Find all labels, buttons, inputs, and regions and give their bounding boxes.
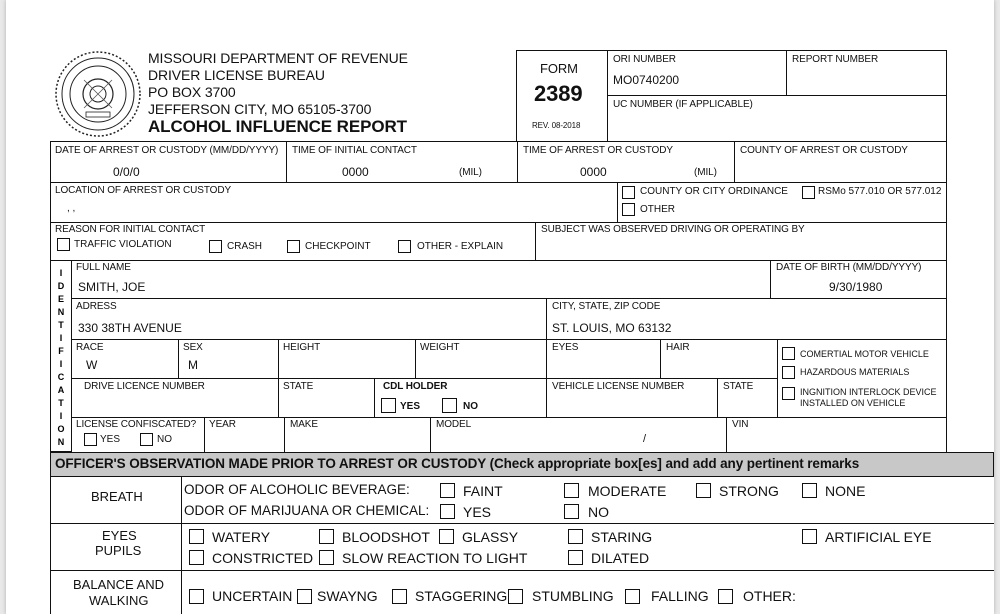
checkpoint-checkbox[interactable] (287, 240, 300, 253)
vehicle-license-label: VEHICLE LICENSE NUMBER (552, 381, 685, 392)
dl-state-label: STATE (283, 381, 314, 392)
ignition-interlock-label-2: INSTALLED ON VEHICLE (800, 398, 906, 408)
swaying-label: SWAYNG (317, 588, 378, 604)
marijuana-no-checkbox[interactable] (564, 504, 579, 519)
form-sheet (6, 0, 994, 614)
rsmo-checkbox[interactable] (802, 186, 815, 199)
uncertain-checkbox[interactable] (189, 589, 204, 604)
cdl-holder-label: CDL HOLDER (383, 381, 448, 392)
staring-checkbox[interactable] (568, 529, 583, 544)
constricted-label: CONSTRICTED (212, 550, 314, 566)
report-title: ALCOHOL INFLUENCE REPORT (148, 117, 407, 136)
identification-side-cell (50, 260, 72, 452)
dl-number-label: DRIVE LICENCE NUMBER (84, 381, 205, 392)
sex-value: M (188, 358, 198, 372)
arrest-date-value: 0/0/0 (113, 165, 140, 179)
faint-checkbox[interactable] (440, 483, 455, 498)
eyes-pupils-label-2: PUPILS (95, 543, 142, 558)
hair-cell[interactable] (660, 339, 778, 379)
arrest-time-mil: (MIL) (694, 167, 717, 178)
observation-heading-bar (50, 452, 994, 477)
race-cell[interactable] (71, 339, 179, 379)
reason-label: REASON FOR INITIAL CONTACT (55, 224, 206, 235)
slow-reaction-label: SLOW REACTION TO LIGHT (342, 550, 528, 566)
dob-cell[interactable] (770, 260, 947, 299)
staring-label: STARING (591, 529, 653, 545)
arrest-date-cell[interactable] (50, 141, 287, 183)
dept-city: JEFFERSON CITY, MO 65105-3700 (148, 101, 372, 117)
form-number: 2389 (534, 81, 583, 106)
swaying-checkbox[interactable] (297, 589, 312, 604)
artificial-eye-label: ARTIFICIAL EYE (825, 529, 932, 545)
ori-number-label: ORI NUMBER (613, 54, 676, 65)
vin-cell[interactable] (726, 417, 947, 453)
observed-cell[interactable] (535, 222, 947, 261)
identification-side-label (52, 262, 70, 450)
model-value: / (643, 433, 647, 445)
initial-contact-value: 0000 (342, 165, 369, 179)
commercial-vehicle-label: COMERTIAL MOTOR VEHICLE (800, 349, 929, 359)
initial-contact-cell[interactable] (286, 141, 518, 183)
rsmo-label: RSMo 577.010 OR 577.012 (818, 186, 942, 197)
moderate-label: MODERATE (588, 483, 667, 499)
svg-text:IDENTIFICATION: I D E N T I F I C A T I O N (57, 268, 65, 447)
dl-number-cell[interactable] (71, 378, 279, 418)
weight-cell[interactable] (415, 339, 547, 379)
eyes-cell[interactable] (546, 339, 661, 379)
dl-state-cell[interactable] (278, 378, 375, 418)
bloodshot-label: BLOODSHOT (342, 529, 430, 545)
observed-label: SUBJECT WAS OBSERVED DRIVING OR OPERATING BY (541, 224, 805, 235)
cdl-no-label: NO (463, 401, 478, 412)
odor-alcohol-label: ODOR OF ALCOHOLIC BEVERAGE: (184, 482, 410, 497)
report-number-cell[interactable] (786, 50, 947, 96)
observation-heading: OFFICER'S OBSERVATION MADE PRIOR TO ARREST OR CUSTODY (Check appropriate box[es] and add any pertinent remarks (55, 456, 860, 471)
height-label: HEIGHT (283, 342, 321, 353)
none-checkbox[interactable] (802, 483, 817, 498)
checkpoint-label: CHECKPOINT (305, 241, 371, 252)
faint-label: FAINT (463, 483, 503, 499)
artificial-eye-checkbox[interactable] (802, 529, 817, 544)
address-value: 330 38TH AVENUE (78, 321, 182, 335)
watery-label: WATERY (212, 529, 271, 545)
traffic-violation-label: TRAFFIC VIOLATION (74, 239, 172, 250)
county-ordinance-checkbox[interactable] (622, 186, 635, 199)
form-label: FORM (540, 61, 578, 76)
cdl-yes-checkbox[interactable] (381, 398, 396, 413)
arrest-date-label: DATE OF ARREST OR CUSTODY (MM/DD/YYYY) (55, 145, 279, 156)
moderate-checkbox[interactable] (564, 483, 579, 498)
uncertain-label: UNCERTAIN (212, 588, 293, 604)
county-ordinance-label: COUNTY OR CITY ORDINANCE (640, 186, 788, 197)
report-number-label: REPORT NUMBER (792, 54, 879, 65)
ignition-interlock-label-1: INGNITION INTERLOCK DEVICE (800, 387, 937, 397)
location-cell[interactable] (50, 182, 618, 223)
county-cell[interactable] (734, 141, 947, 183)
year-label: YEAR (209, 419, 236, 430)
arrest-time-label: TIME OF ARREST OR CUSTODY (523, 145, 673, 156)
glassy-checkbox[interactable] (439, 529, 454, 544)
ordinance-other-label: OTHER (640, 204, 675, 215)
make-cell[interactable] (284, 417, 431, 453)
location-value: , , (67, 203, 76, 214)
model-label: MODEL (436, 419, 472, 430)
height-cell[interactable] (278, 339, 416, 379)
race-value: W (86, 358, 98, 372)
traffic-violation-checkbox[interactable] (57, 238, 70, 251)
confiscated-no-label: NO (157, 434, 172, 445)
marijuana-no-label: NO (588, 504, 609, 520)
vehicle-state-cell[interactable] (717, 378, 778, 418)
arrest-time-cell[interactable] (517, 141, 735, 183)
balance-label-1: BALANCE AND (73, 577, 165, 592)
city-state-zip-value: ST. LOUIS, MO 63132 (552, 321, 672, 335)
cdl-yes-label: YES (400, 401, 421, 412)
ori-number-value: MO0740200 (613, 73, 680, 87)
eyes-pupils-label-1: EYES (102, 528, 137, 543)
ori-number-cell[interactable] (607, 50, 787, 96)
vehicle-license-cell[interactable] (546, 378, 718, 418)
staggering-label: STAGGERING (415, 588, 508, 604)
arrest-time-value: 0000 (580, 165, 607, 179)
year-cell[interactable] (204, 417, 285, 453)
crash-label: CRASH (227, 241, 263, 252)
dept-pobox: PO BOX 3700 (148, 84, 236, 100)
watery-checkbox[interactable] (189, 529, 204, 544)
form-number-box (516, 50, 608, 142)
breath-label-cell (50, 476, 182, 524)
vehicle-state-label: STATE (723, 381, 754, 392)
confiscated-yes-label: YES (100, 434, 121, 445)
vin-label: VIN (732, 419, 749, 430)
crash-checkbox[interactable] (209, 240, 222, 253)
location-label: LOCATION OF ARREST OR CUSTODY (55, 185, 232, 196)
dob-value: 9/30/1980 (829, 280, 883, 294)
dob-label: DATE OF BIRTH (MM/DD/YYYY) (776, 262, 922, 273)
none-label: NONE (825, 483, 866, 499)
strong-label: STRONG (719, 483, 779, 499)
stumbling-label: STUMBLING (532, 588, 614, 604)
county-label: COUNTY OF ARREST OR CUSTODY (740, 145, 908, 156)
address-label: ADRESS (76, 301, 117, 312)
city-state-zip-cell[interactable] (546, 298, 947, 340)
city-state-zip-label: CITY, STATE, ZIP CODE (552, 301, 661, 312)
cdl-holder-cell (374, 378, 547, 418)
dilated-checkbox[interactable] (568, 550, 583, 565)
dilated-label: DILATED (591, 550, 650, 566)
sex-label: SEX (183, 342, 203, 353)
full-name-cell[interactable] (71, 260, 771, 299)
staggering-checkbox[interactable] (392, 589, 407, 604)
hazardous-materials-label: HAZARDOUS MATERIALS (800, 367, 910, 377)
ignition-interlock-checkbox[interactable] (782, 387, 795, 400)
form-revision: REV. 08-2018 (532, 121, 581, 130)
sex-cell[interactable] (178, 339, 279, 379)
hazardous-materials-checkbox[interactable] (782, 366, 795, 379)
ordinance-other-checkbox[interactable] (622, 203, 635, 216)
balance-other-checkbox[interactable] (718, 589, 733, 604)
make-label: MAKE (290, 419, 318, 430)
confiscated-yes-checkbox[interactable] (84, 433, 97, 446)
cdl-no-checkbox[interactable] (442, 398, 457, 413)
confiscated-no-checkbox[interactable] (140, 433, 153, 446)
stumbling-checkbox[interactable] (508, 589, 523, 604)
uc-number-label: UC NUMBER (IF APPLICABLE) (613, 99, 753, 110)
dept-name: MISSOURI DEPARTMENT OF REVENUE (148, 50, 408, 66)
commercial-vehicle-checkbox[interactable] (782, 347, 795, 360)
full-name-value: SMITH, JOE (78, 280, 146, 294)
other-explain-checkbox[interactable] (398, 240, 411, 253)
eyes-label: EYES (552, 342, 579, 353)
state-seal-icon (54, 50, 142, 138)
odor-marijuana-label: ODOR OF MARIJUANA OR CHEMICAL: (184, 503, 430, 518)
initial-contact-label: TIME OF INITIAL CONTACT (292, 145, 417, 156)
eyes-pupils-label-cell (50, 523, 182, 571)
hair-label: HAIR (666, 342, 690, 353)
balance-label-2: WALKING (89, 593, 149, 608)
strong-checkbox[interactable] (696, 483, 711, 498)
uc-number-cell[interactable] (607, 95, 947, 142)
other-explain-label: OTHER - EXPLAIN (417, 241, 504, 252)
address-cell[interactable] (71, 298, 547, 340)
falling-label: FALLING (651, 588, 709, 604)
constricted-checkbox[interactable] (189, 550, 204, 565)
dept-bureau: DRIVER LICENSE BUREAU (148, 67, 325, 83)
glassy-label: GLASSY (462, 529, 519, 545)
marijuana-yes-label: YES (463, 504, 492, 520)
initial-contact-mil: (MIL) (459, 167, 482, 178)
license-confiscated-label: LICENSE CONFISCATED? (76, 419, 197, 430)
full-name-label: FULL NAME (76, 262, 131, 273)
race-label: RACE (76, 342, 104, 353)
breath-label: BREATH (91, 489, 143, 504)
balance-other-label: OTHER: (743, 588, 796, 604)
balance-label-cell (50, 570, 182, 614)
marijuana-yes-checkbox[interactable] (440, 504, 455, 519)
falling-checkbox[interactable] (625, 589, 640, 604)
weight-label: WEIGHT (420, 342, 460, 353)
slow-reaction-checkbox[interactable] (319, 550, 334, 565)
model-cell[interactable] (430, 417, 727, 453)
bloodshot-checkbox[interactable] (319, 529, 334, 544)
